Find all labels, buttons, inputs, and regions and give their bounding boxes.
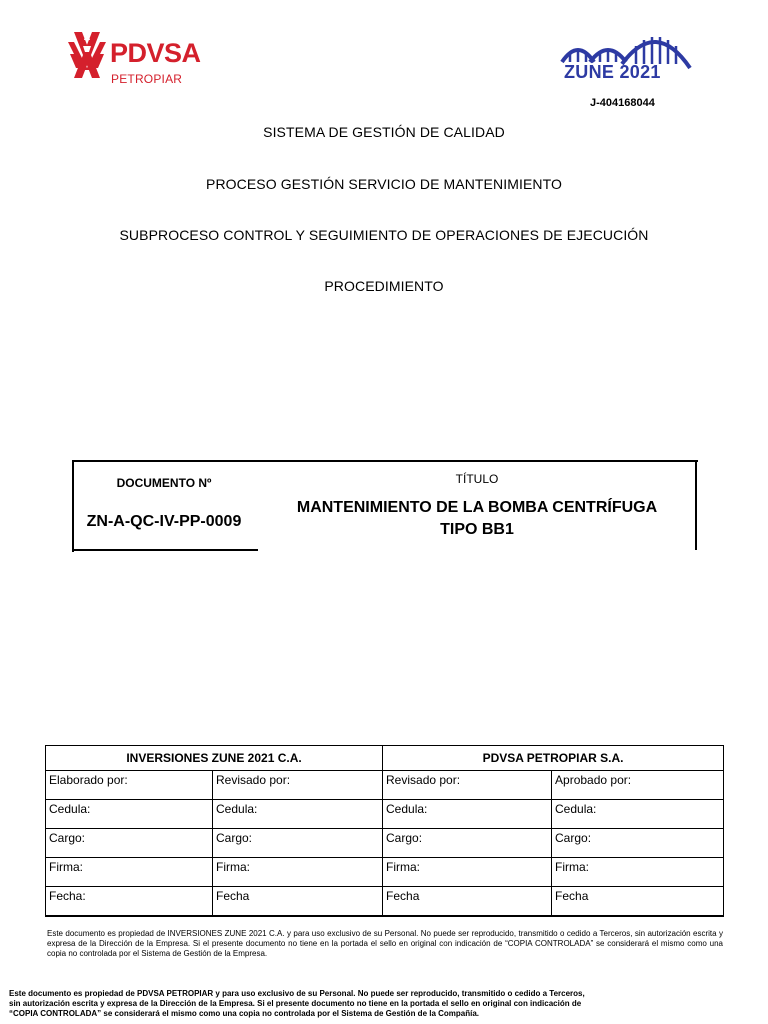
table-cell: Firma: [383,858,552,887]
table-cell: Fecha [213,887,383,917]
pdvsa-emblem-icon [68,28,106,82]
doc-box-border-top [72,460,698,462]
table-cell: Cargo: [383,829,552,858]
table-row [46,800,724,829]
pdvsa-notice-line2: sin autorización escrita y expresa de la Dirección de la Empresa. Si el presente documento no tiene en la portada el sello en original con indicación de [9,999,582,1008]
table-cell: Cargo: [46,829,213,858]
pdvsa-logo-sub: PETROPIAR [111,72,183,86]
table-cell: Revisado por: [213,771,383,800]
table-cell: Fecha [383,887,552,917]
table-cell: Firma: [213,858,383,887]
zune-ownership-notice: Este documento es propiedad de INVERSIONES ZUNE 2021 C.A. y para uso exclusivo de su Personal. No puede ser reproducido, transmitido o cedido a Terceros, sin autorización escrita y expresa de la Dirección de la Empresa. Si el presente documento no tiene en la portada el sello en original con indicación de “COPIA CONTROLADA” se considerará el mismo como una copia no controlada por el Sistema de Gestión de la Empresa. [47,929,723,958]
system-heading: SISTEMA DE GESTIÓN DE CALIDAD [263,124,505,140]
process-heading: PROCESO GESTIÓN SERVICIO DE MANTENIMIENTO [206,176,562,192]
document-type-heading: PROCEDIMIENTO [324,278,444,294]
doc-box-border-right [695,460,697,550]
table-cell: Aprobado por: [552,771,724,800]
rif-number: J-404168044 [590,97,655,109]
company-right-header: PDVSA PETROPIAR S.A. [383,746,724,771]
table-row [46,887,724,917]
document-title [260,497,694,541]
table-cell: Firma: [552,858,724,887]
doc-box-border-left [72,460,74,552]
pdvsa-ownership-notice [9,989,609,1019]
table-cell: Cargo: [213,829,383,858]
pdvsa-notice-line3: “COPIA CONTROLADA” se considerará el mismo como una copia no controlada por el Sistema de Gestión de la Compañía. [9,1009,480,1018]
table-cell: Cedula: [383,800,552,829]
table-cell: Firma: [46,858,213,887]
table-cell: Cedula: [552,800,724,829]
pdvsa-logo-name: PDVSA [110,38,201,68]
document-title-line1: MANTENIMIENTO DE LA BOMBA CENTRÍFUGA [296,499,658,516]
doc-box-border-bottom [72,549,258,551]
signature-table [45,745,724,917]
pdvsa-logo [68,28,208,94]
table-cell: Elaborado por: [46,771,213,800]
table-cell: Cargo: [552,829,724,858]
table-cell: Cedula: [213,800,383,829]
document-number: ZN-A-QC-IV-PP-0009 [86,513,242,530]
table-cell: Fecha [552,887,724,917]
company-left-header: INVERSIONES ZUNE 2021 C.A. [46,746,383,771]
table-cell: Cedula: [46,800,213,829]
subprocess-heading: SUBPROCESO CONTROL Y SEGUIMIENTO DE OPERACIONES DE EJECUCIÓN [119,227,649,243]
pdvsa-notice-line1: Este documento es propiedad de PDVSA PETROPIAR y para uso exclusivo de su Personal. No puede ser reproducido, transmitido o cedido a Terceros, [9,989,585,998]
table-row [46,829,724,858]
table-cell: Fecha: [46,887,213,917]
title-label: TÍTULO [455,472,499,486]
zune-logo-name: ZUNE 2021 [564,62,661,82]
document-title-line2: TIPO BB1 [440,521,514,538]
zune-logo [560,24,694,86]
table-row [46,858,724,887]
document-number-label: DOCUMENTO Nº [116,476,212,490]
table-cell: Revisado por: [383,771,552,800]
signature-header-row [46,746,724,771]
table-row [46,771,724,800]
